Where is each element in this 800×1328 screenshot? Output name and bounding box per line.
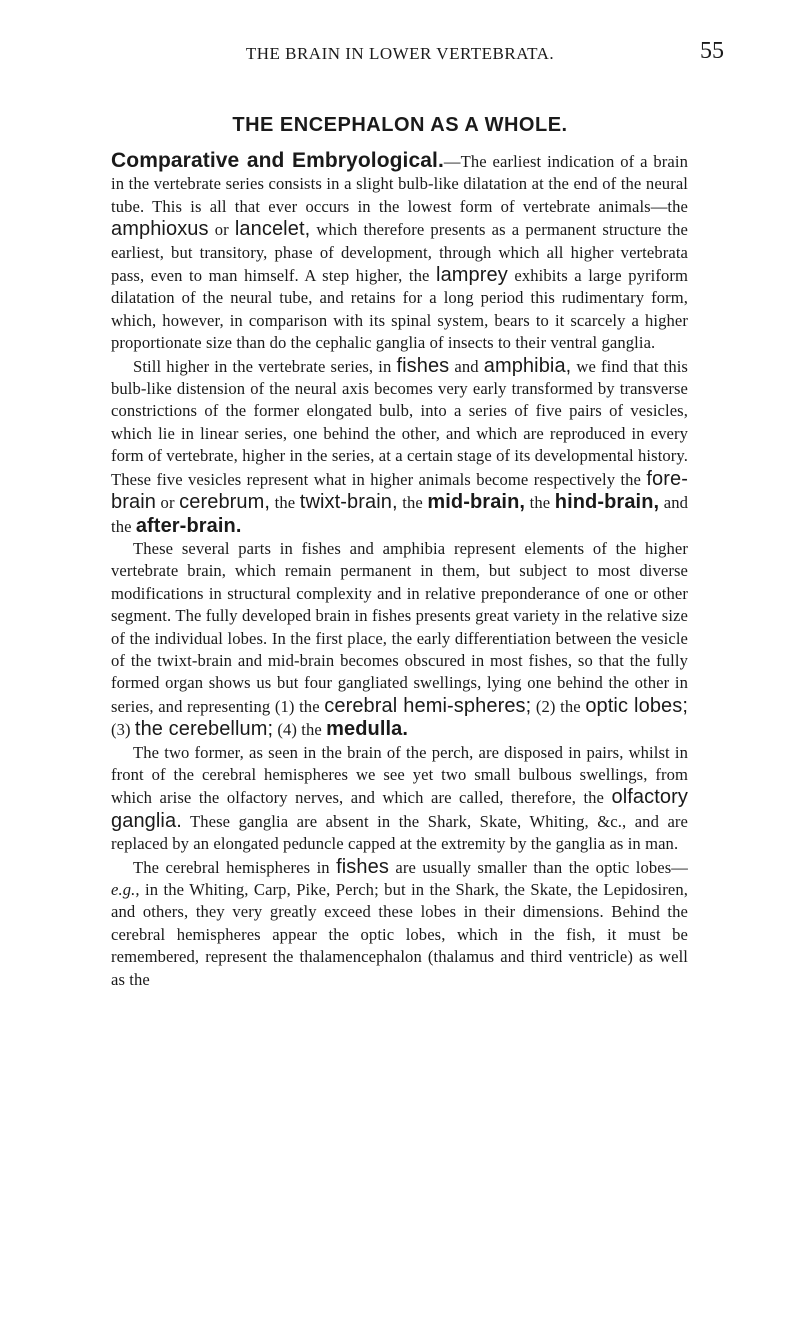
running-head: THE BRAIN IN LOWER VERTEBRATA. <box>245 44 555 63</box>
text-run: (2) the <box>531 696 586 716</box>
text-run: the <box>525 493 555 513</box>
keyword-fore-brain: fore-brain <box>111 467 688 514</box>
keyword-twixt-brain: twixt-brain, <box>299 491 398 514</box>
keyword-medulla: medulla. <box>326 718 409 741</box>
text-run: or <box>155 493 180 513</box>
keyword-fishes: fishes <box>396 354 450 377</box>
paragraph-cerebral-hemispheres <box>111 856 688 991</box>
text-run: the <box>270 493 300 513</box>
text-run: and <box>449 356 484 376</box>
text-run: exhibits a large pyriform dilatation of the neural tube, and retains for a long period this rudimentary form, which, however, in comparison with its spinal system, bears to it scarcely a higher proportionate size than do the cephalic ganglia of insects to their ventral ganglia. <box>111 266 688 353</box>
paragraph-several-parts <box>111 538 688 742</box>
abbreviation-eg: e.g., <box>111 880 140 899</box>
paragraph-comparative <box>111 150 688 355</box>
keyword-olfactory-ganglia: olfactory ganglia. <box>111 786 688 832</box>
paragraph-fishes-amphibia <box>111 355 688 538</box>
keyword-optic-lobes: optic lobes; <box>585 694 689 717</box>
text-run: are usually smaller than the optic lobes— <box>388 857 688 877</box>
text-run: or <box>208 220 235 240</box>
keyword-hind-brain: hind-brain, <box>554 491 660 514</box>
text-run: These several parts in fishes and amphibia represent elements of the higher vertebrate brain, which remain permanent in them, but subject to most diverse modifications in structural complexity and in relative preponderance of one or other segment. The fully developed brain in fishes presents great variety in the relative size of the individual lobes. In the first place, the early differentiation between the vesicle of the twixt-brain and mid-brain becomes obscured in most fishes, so that the fully formed organ shows us but four gangliated swellings, lying one behind the other in series, and representing (1) the <box>111 538 688 716</box>
page-number: 55 <box>700 38 724 64</box>
body-text <box>111 150 688 991</box>
text-run: and the <box>111 493 688 536</box>
keyword-after-brain: after-brain. <box>135 514 242 537</box>
keyword-fishes: fishes <box>336 855 389 878</box>
keyword-cerebrum: cerebrum, <box>179 491 271 514</box>
keyword-cerebral-hemispheres: cerebral hemi-spheres; <box>324 694 532 717</box>
text-run: The cerebral hemispheres in <box>133 857 337 877</box>
text-run: the <box>397 493 428 513</box>
keyword-amphibia: amphibia, <box>483 354 572 377</box>
text-run: which therefore presents as a permanent structure the earliest, but transitory, phase of development, through which all higher vertebrata pass, even to man himself. A step higher, the <box>111 220 689 286</box>
text-run: (3) <box>111 720 135 740</box>
keyword-amphioxus: amphioxus <box>111 218 209 241</box>
text-run: —The earliest indication of a brain in the vertebrate series consists in a slight bulb-like dilatation at the end of the neural tube. This is all that ever occurs in the lowest form of vertebrate animals—the <box>111 152 688 216</box>
keyword-mid-brain: mid-brain, <box>427 491 526 514</box>
paragraph-two-former <box>111 742 688 856</box>
paragraph-lead: Comparative and Embryological. <box>111 149 444 172</box>
text-run: The two former, as seen in the brain of the perch, are disposed in pairs, whilst in front of the cerebral hemispheres we see yet two small bulbous swellings, from which arise the olfactory nerves, and which are called, therefore, the <box>111 742 688 808</box>
text-run: we find that this bulb-like distension of the neural axis becomes very early transformed by transverse constrictions of the former elongated bulb, into a series of five pairs of vesicles, which lie in linear series, one behind the other, and which are reproduced in every form of vertebrate, higher in the series, at a certain stage of its developmental history. These five vesicles represent what in higher animals become respectively the <box>111 356 688 489</box>
keyword-lamprey: lamprey <box>436 264 508 287</box>
text-run: Still higher in the vertebrate series, in <box>133 356 397 376</box>
section-title: THE ENCEPHALON AS A WHOLE. <box>232 114 568 136</box>
text-run: These ganglia are absent in the Shark, Skate, Whiting, &c., and are replaced by an elongated peduncle capped at the extremity by the ganglia as in man. <box>111 811 688 854</box>
text-run: in the Whiting, Carp, Pike, Perch; but in the Shark, the Skate, the Lepidosiren, and others, they very greatly exceed these lobes in their dimensions. Behind the cerebral hemispheres appear the optic lobes, which in the fish, it must be remembered, represent the thalamencephalon (thalamus and third ventricle) as well as the <box>111 880 688 989</box>
keyword-cerebellum: the cerebellum; <box>134 718 274 741</box>
text-run: (4) the <box>273 720 327 740</box>
keyword-lancelet: lancelet, <box>234 218 311 241</box>
